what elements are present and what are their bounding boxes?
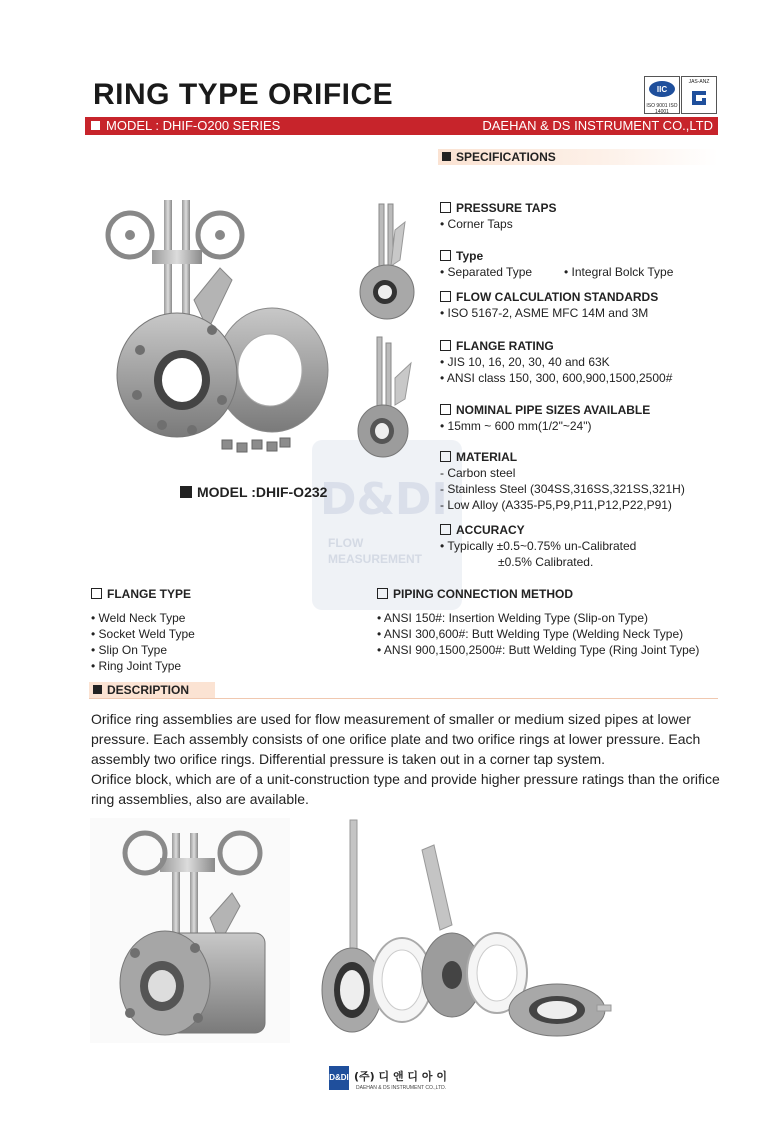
iso-certification-logo: [644, 76, 680, 114]
spec-item: • 15mm ~ 600 mm(1/2"~24"): [440, 418, 650, 434]
list-item: • Ring Joint Type: [91, 658, 195, 674]
spec-heading: ACCURACY: [440, 522, 636, 538]
description-paragraph-1: Orifice ring assemblies are used for flow measurement of smaller or medium sized pipes at lower pressure. Each assembly consists of one orifice plate and two orifice rings at lower pressure. Each assembly two orifice rings. Differential pressure is taken out in a corner tap system.: [91, 711, 701, 767]
heading-square-marker: [442, 152, 451, 161]
list-item: • ANSI 300,600#: Butt Welding Type (Welding Neck Type): [377, 626, 699, 642]
list-item: • Slip On Type: [91, 642, 195, 658]
spec-accuracy: [440, 522, 636, 570]
spec-item: • Corner Taps: [440, 216, 556, 232]
section-heading: FLANGE TYPE: [91, 586, 195, 602]
jas-anz-logo: [681, 76, 717, 114]
caption-square-marker: [180, 486, 192, 498]
company-name: DAEHAN & DS INSTRUMENT CO.,LTD: [482, 118, 713, 133]
spec-material: [440, 449, 685, 513]
description-rule: [89, 698, 718, 699]
piping-connection-section: [377, 586, 699, 658]
spec-item: • Separated Type: [440, 264, 564, 280]
spec-flange-rating: [440, 338, 672, 386]
spec-item: • ISO 5167-2, ASME MFC 14M and 3M: [440, 305, 658, 321]
footer-korean-name: (주) 디 앤 디 아 이: [354, 1070, 447, 1083]
spec-heading: FLOW CALCULATION STANDARDS: [440, 289, 658, 305]
spec-flow-calc: [440, 289, 658, 321]
jas-anz-text: JAS-ANZ: [688, 79, 710, 85]
spec-heading: MATERIAL: [440, 449, 685, 465]
flange-type-section: [91, 586, 195, 674]
description-text: [91, 709, 721, 809]
list-item: • Weld Neck Type: [91, 610, 195, 626]
spec-item: - Stainless Steel (304SS,316SS,321SS,321H): [440, 482, 685, 496]
spec-heading: PRESSURE TAPS: [440, 200, 556, 216]
spec-type: [440, 248, 673, 280]
orifice-ring-image-1: [355, 200, 417, 325]
spec-item: • Integral Bolck Type: [564, 265, 673, 279]
spec-item: • JIS 10, 16, 20, 30, 40 and 63K: [440, 354, 672, 370]
spec-item: • ANSI class 150, 300, 600,900,1500,2500#: [440, 370, 672, 386]
orifice-rings-exploded-image: [312, 815, 612, 1040]
spec-item: - Carbon steel: [440, 466, 516, 480]
description-paragraph-2: Orifice block, which are of a unit-construction type and provide higher pressure ratings than the orifice ring assemblies, also are available.: [91, 771, 720, 807]
page-title: RING TYPE ORIFICE: [93, 78, 394, 111]
svg-text:IIC: IIC: [656, 85, 668, 94]
footer-company-name: DAEHAN & DS INSTRUMENT CO.,LTD.: [356, 1085, 447, 1091]
watermark-logo: D&DI: [320, 474, 448, 525]
model-bar: [85, 117, 718, 135]
spec-item: • Typically ±0.5~0.75% un-Calibrated: [440, 538, 636, 554]
assembly-bottom-image: [90, 818, 290, 1043]
orifice-ring-image-2: [355, 333, 417, 463]
spec-pressure-taps: [440, 200, 556, 232]
model-series-label: MODEL : DHIF-O200 SERIES: [106, 118, 281, 133]
spec-nominal-sizes: [440, 402, 650, 434]
spec-heading: Type: [440, 248, 673, 264]
bar-square-marker: [91, 121, 100, 130]
section-heading: PIPING CONNECTION METHOD: [377, 586, 699, 602]
spec-heading: NOMINAL PIPE SIZES AVAILABLE: [440, 402, 650, 418]
list-item: • ANSI 900,1500,2500#: Butt Welding Type (Ring Joint Type): [377, 642, 699, 658]
list-item: • ANSI 150#: Insertion Welding Type (Slip-on Type): [377, 610, 699, 626]
footer-logo: D&DI: [329, 1066, 349, 1090]
model-caption: MODEL :DHIF-O232: [180, 484, 327, 500]
specifications-heading: SPECIFICATIONS: [438, 149, 718, 165]
description-heading: DESCRIPTION: [89, 682, 215, 698]
list-item: • Socket Weld Type: [91, 626, 195, 642]
spec-item: ±0.5% Calibrated.: [498, 555, 594, 569]
spec-item: - Low Alloy (A335-P5,P9,P11,P12,P22,P91): [440, 498, 672, 512]
spec-heading: FLANGE RATING: [440, 338, 672, 354]
iso-cert-text: ISO 9001 ISO 14001: [646, 103, 678, 115]
product-assembly-image: [92, 190, 332, 465]
watermark-line1: FLOW: [328, 536, 364, 550]
heading-square-marker: [93, 685, 102, 694]
watermark-line2: MEASUREMENT: [328, 552, 423, 566]
